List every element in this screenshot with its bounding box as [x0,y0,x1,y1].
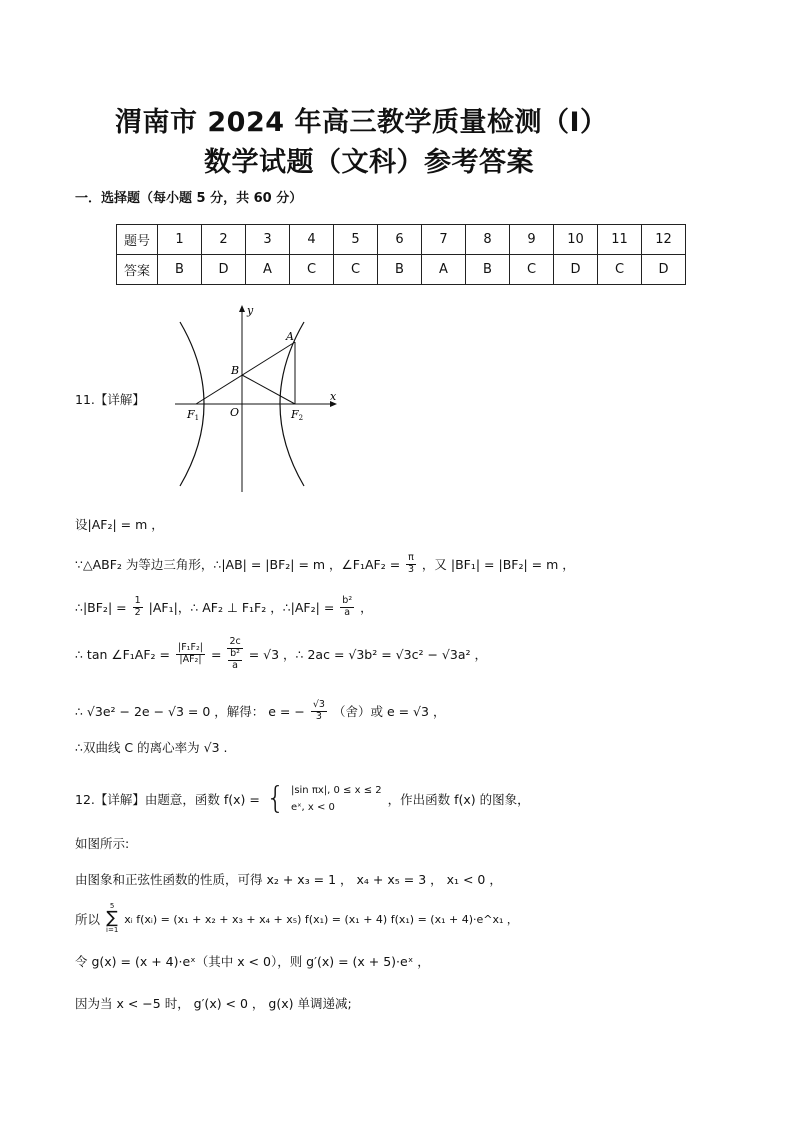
table-header-answer: 答案 [117,255,158,285]
fraction-denominator-bottom: a [232,659,238,671]
table-cell: C [598,255,642,285]
fraction-denominator: 2 [134,606,141,618]
q12-line6: 因为当 x < −5 时， g′(x) < 0 ， g(x) 单调递减; [75,996,352,1011]
line-B-F2 [242,375,295,404]
table-cell: 10 [554,225,598,255]
label-F1-sub: 1 [194,414,200,422]
fraction-F1F2-AF2 [176,643,205,666]
summation-symbol [106,903,118,934]
q11-line2-a: ∵△ABF₂ 为等边三角形，∴|AB| = |BF₂| = m ，∠F₁AF₂ = [75,557,401,573]
q11-line6: ∴双曲线 C 的离心率为 √3 . [75,740,228,755]
page-title-line1: 渭南市 2024 年高三教学质量检测（I） [115,107,608,138]
table-cell: C [290,255,334,285]
label-F2-main: F [291,408,299,421]
hyperbola-figure [170,300,345,495]
piecewise-brace: { [265,781,285,816]
label-F1 [186,408,199,422]
fraction-numerator: √3 [312,699,325,710]
fraction-denominator-top: b² [230,647,240,659]
piecewise-case-2: eˣ, x < 0 [290,802,335,813]
piecewise-cases [291,782,382,816]
sigma-icon: ∑ [106,908,118,928]
fraction-numerator: b² [342,595,353,606]
q12-line5: 令 g(x) = (x + 4)·eˣ（其中 x < 0），则 g′(x) = (x + 5)·eˣ ， [75,954,430,969]
table-cell: D [202,255,246,285]
table-cell: 7 [422,225,466,255]
summation-upper: 5 [109,902,115,910]
table-cell: 3 [246,225,290,255]
q11-line4 [75,637,487,672]
fraction-denominator: a [344,606,351,618]
table-cell: C [334,255,378,285]
q11-line5-a: ∴ √3e² − 2e − √3 = 0 ，解得： e = − [75,704,305,720]
table-cell: 12 [642,225,686,255]
table-row-answers [117,255,686,285]
equals-sign: = [210,646,222,662]
fraction-numerator: 1 [134,595,141,606]
q11-label: 11.【详解】 [75,392,145,407]
q11-line1: 设|AF₂| = m ， [75,517,164,532]
table-cell: A [422,255,466,285]
table-cell: 2 [202,225,246,255]
q11-line2-b: ，又 |BF₁| = |BF₂| = m ， [421,557,575,573]
fraction-b2-a [340,596,354,619]
q12-line4 [75,903,518,934]
q11-line3 [75,596,373,619]
label-F2 [290,408,303,422]
q11-line5-b: （舍）或 e = √3 ， [332,704,446,720]
q12-line1 [75,782,530,816]
table-cell: B [378,255,422,285]
q12-line1-after: ，作出函数 f(x) 的图象， [387,792,530,807]
label-F1-main: F [187,408,195,421]
q11-line4-b: = √3 ，∴ 2ac = √3b² = √3c² − √3a² ， [248,647,487,663]
q12-line4-body: xᵢ f(xᵢ) = (x₁ + x₂ + x₃ + x₄ + x₅) f(x₁) = (x₁ + 4) f(x₁) = (x₁ + 4)·e^x₁ ， [124,912,518,926]
q11-line4-a: ∴ tan ∠F₁AF₂ = [75,646,170,662]
table-cell: B [466,255,510,285]
q11-line2 [75,553,575,576]
label-A: A [286,330,294,343]
table-cell: 9 [510,225,554,255]
table-cell: 5 [334,225,378,255]
section-heading-choice: 一．选择题（每小题 5 分，共 60 分） [75,191,303,206]
fraction-numerator: 2c [229,636,241,647]
q11-line3-b: |AF₁|，∴ AF₂ ⊥ F₁F₂ ，∴|AF₂| = [148,600,335,616]
y-axis-arrow [239,305,245,312]
q12-label: 12.【详解】由题意，函数 f(x) = [75,792,260,807]
table-header-question: 题号 [117,225,158,255]
q12-line3: 由图象和正弦性函数的性质，可得 x₂ + x₃ = 1 ， x₄ + x₅ = 3 ， x₁ < 0 ， [75,872,502,887]
label-O: O [230,406,240,419]
q12-line2: 如图所示: [75,836,130,851]
summation-lower: i=1 [106,926,119,934]
q11-line3-c: ， [360,600,373,616]
table-cell: 8 [466,225,510,255]
table-cell: D [642,255,686,285]
label-B: B [231,364,240,377]
fraction-pi-3 [406,553,416,576]
q11-line3-a: ∴|BF₂| = [75,599,127,615]
table-cell: 11 [598,225,642,255]
fraction-2c-b2a [227,637,242,672]
piecewise-case-1: |sin πx|, 0 ≤ x ≤ 2 [290,785,382,796]
label-y: y [247,304,254,317]
table-row-questions [117,225,686,255]
q11-line5 [75,700,445,723]
table-cell: 6 [378,225,422,255]
answer-table [116,224,686,285]
fraction-denominator: 3 [408,563,415,575]
table-cell: 4 [290,225,334,255]
table-cell: B [158,255,202,285]
fraction-denominator: 3 [315,710,322,722]
fraction-1-2 [133,596,143,619]
page-title-line2: 数学试题（文科）参考答案 [204,147,534,178]
q12-line4-prefix: 所以 [75,911,101,927]
label-F2-sub: 2 [298,414,304,422]
table-cell: C [510,255,554,285]
fraction-numerator: |F₁F₂| [178,641,203,653]
fraction-numerator: π [408,552,414,563]
table-cell: D [554,255,598,285]
fraction-denominator: |AF₂| [179,653,202,665]
table-cell: 1 [158,225,202,255]
table-cell: A [246,255,290,285]
label-x: x [330,390,337,403]
fraction-sqrt3-3 [311,700,327,723]
